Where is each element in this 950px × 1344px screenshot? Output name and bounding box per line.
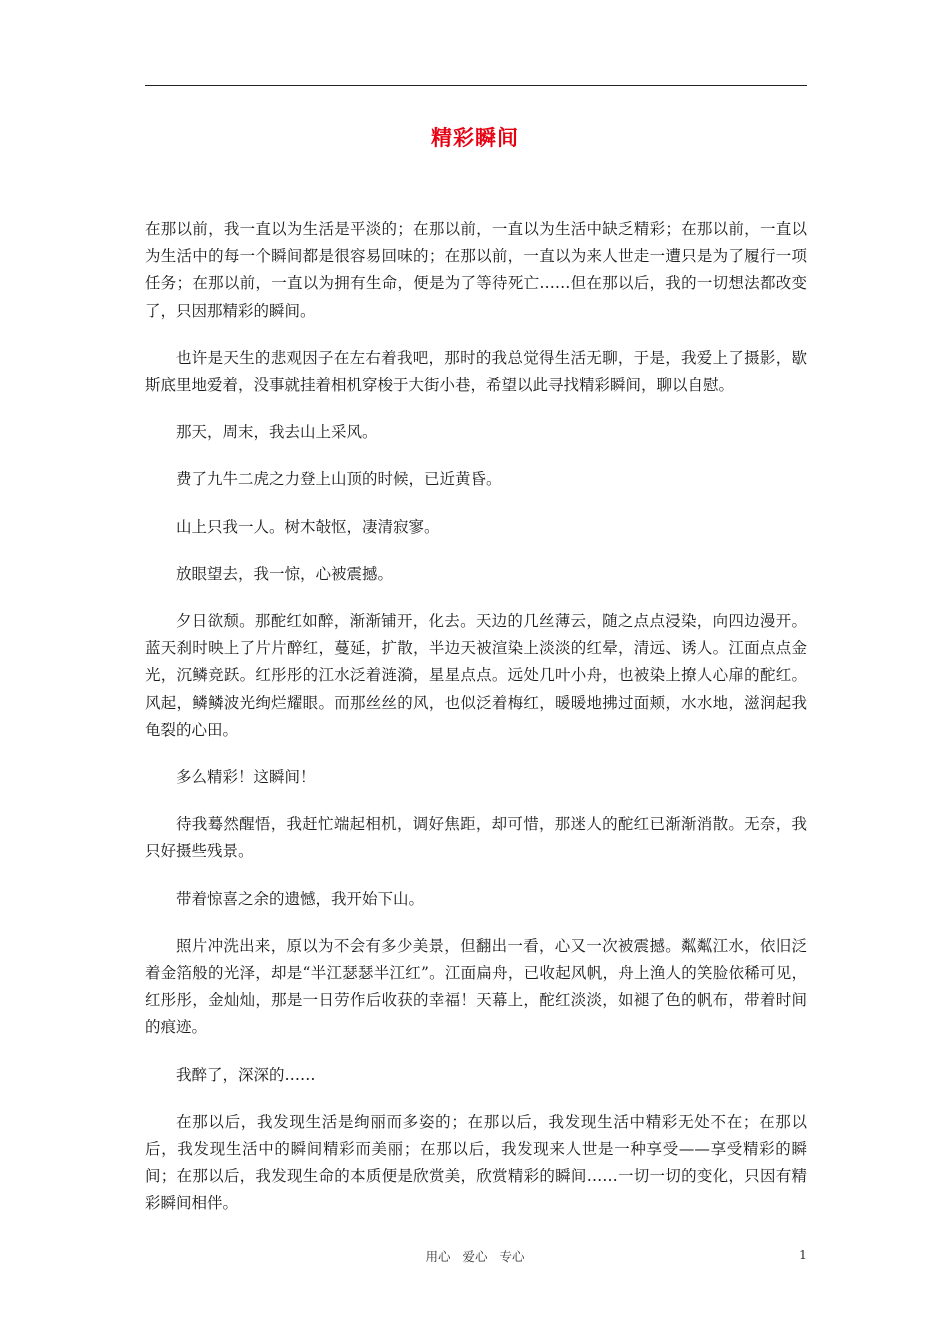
paragraph-5: 山上只我一人。树木敧怄，凄清寂寥。 bbox=[176, 517, 440, 536]
paragraph-2: 也许是天生的悲观因子在左右着我吧，那时的我总觉得生活无聊，于是，我爱上了摄影，歇斯底里地爱着，没事就挂着相机穿梭于大街小巷，希望以此寻找精彩瞬间，聊以自慰。 bbox=[145, 348, 807, 395]
paragraph-10: 带着惊喜之余的遗憾，我开始下山。 bbox=[176, 889, 425, 908]
paragraph-11: 照片冲洗出来，原以为不会有多少美景，但翻出一看，心又一次被震撼。粼粼江水，依旧泛着金箔般的光泽，却是“半江瑟瑟半江红”。江面扁舟，已收起风帆，舟上渔人的笑脸依稀可见，红彤彤，金灿灿，那是一日劳作后收获的幸福！天幕上，酡红淡淡，如褪了色的帆布，带着时间的痕迹。 bbox=[145, 936, 807, 1037]
paragraph-4: 费了九牛二虎之力登上山顶的时候，已近黄昏。 bbox=[176, 470, 502, 489]
paragraph-1: 在那以前，我一直以为生活是平淡的；在那以前，一直以为生活中缺乏精彩；在那以前，一直以为生活中的每一个瞬间都是很容易回味的；在那以前，一直以为来人世走一遭只是为了履行一项任务；在那以前，一直以为拥有生命，便是为了等待死亡……但在那以后，我的一切想法都改变了，只因那精彩的瞬间。 bbox=[145, 220, 807, 320]
article-body bbox=[145, 216, 807, 1238]
page-title: 精彩瞬间 bbox=[431, 125, 519, 150]
paragraph-13: 在那以后，我发现生活是绚丽而多姿的；在那以后，我发现生活中精彩无处不在；在那以后，我发现生活中的瞬间精彩而美丽；在那以后，我发现来人世是一种享受——享受精彩的瞬间；在那以后，我发现生命的本质便是欣赏美，欣赏精彩的瞬间……一切一切的变化，只因有精彩瞬间相伴。 bbox=[145, 1112, 807, 1213]
paragraph-7: 夕日欲颓。那酡红如醉，渐渐铺开，化去。天边的几丝薄云，随之点点浸染，向四边漫开。蓝天刹时映上了片片醉红，蔓延，扩散，半边天被渲染上淡淡的红晕，清远、诱人。江面点点金光，沉鳞竞跃。红彤彤的江水泛着涟漪，星星点点。远处几叶小舟，也被染上撩人心扉的酡红。风起，鳞鳞波光绚烂耀眼。而那丝丝的风，也似泛着梅红，暖暖地拂过面颊，水水地，滋润起我龟裂的心田。 bbox=[145, 612, 807, 739]
paragraph-3: 那天，周末，我去山上采风。 bbox=[176, 423, 378, 442]
paragraph-12: 我醉了，深深的…… bbox=[176, 1065, 316, 1084]
paragraph-8: 多么精彩！这瞬间！ bbox=[176, 768, 316, 787]
footer-motto: 用心 爱心 专心 bbox=[425, 1249, 525, 1264]
paragraph-6: 放眼望去，我一惊，心被震撼。 bbox=[176, 564, 394, 583]
page-number: 1 bbox=[799, 1247, 807, 1262]
paragraph-9: 待我蓦然醒悟，我赶忙端起相机，调好焦距，却可惜，那迷人的酡红已渐渐消散。无奈，我只好摄些残景。 bbox=[145, 815, 807, 861]
header-rule bbox=[145, 85, 807, 86]
